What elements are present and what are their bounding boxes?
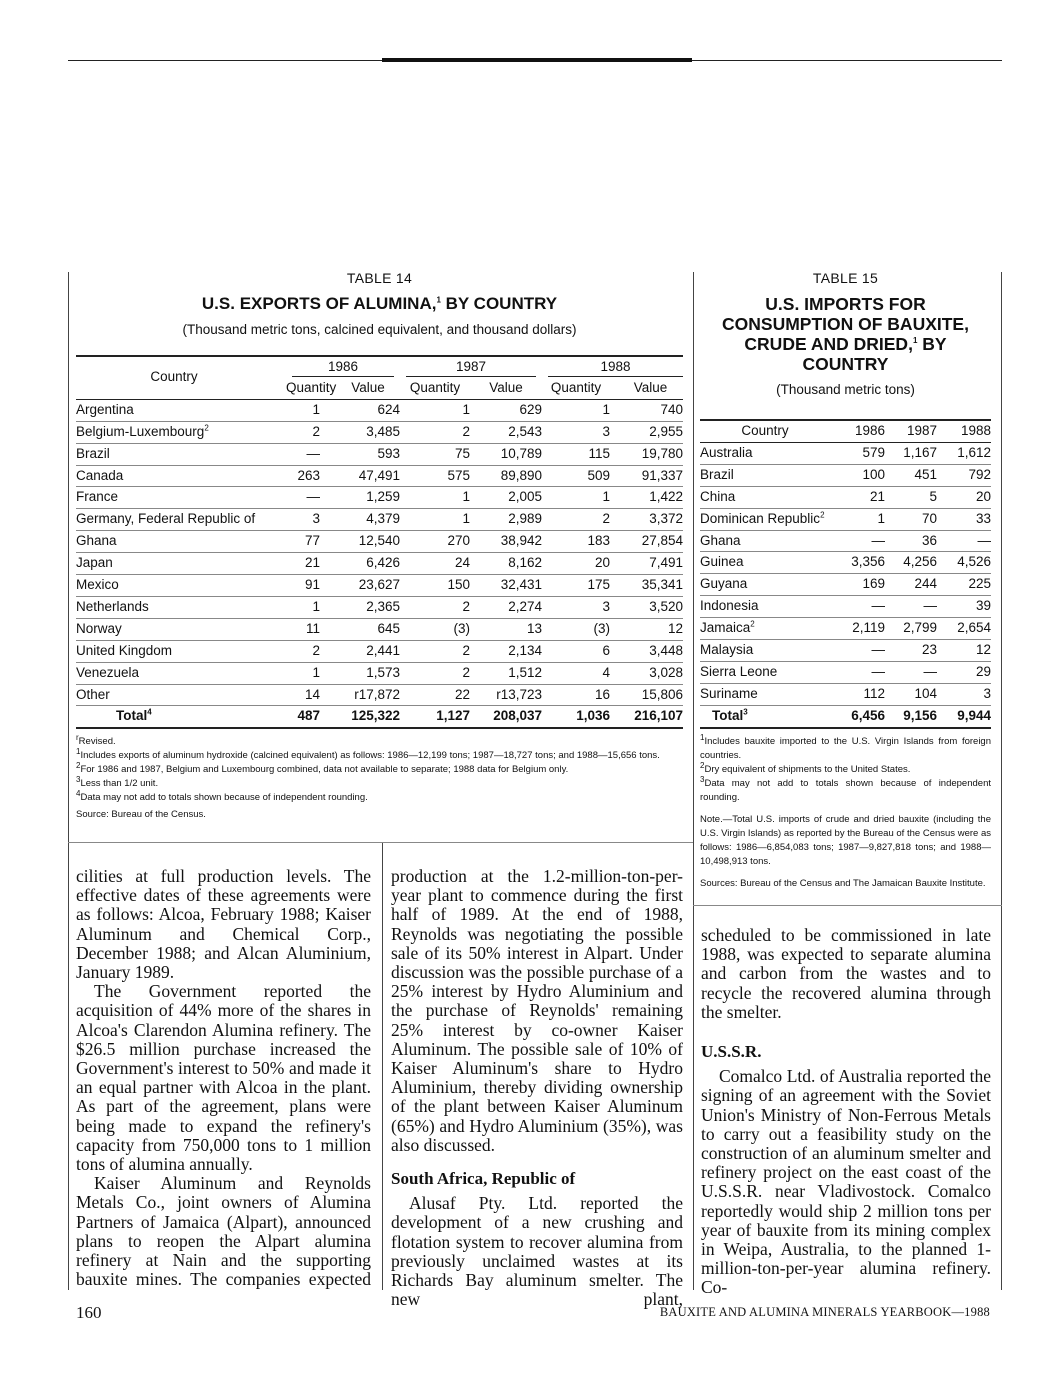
table15-footnote: $^1$Includes bauxite imported to the U.S. Virgin Islands from foreign countries. (700, 732, 991, 761)
country-name: Mexico (76, 577, 119, 593)
table15-cell-y87: 104 (885, 683, 937, 705)
table14-cell-q86: 263 (272, 465, 320, 487)
footnote-text: Data may not add to totals shown because of independent rounding. (700, 777, 991, 803)
table14-cell-q87: 24 (400, 553, 470, 575)
country-name: Dominican Republic (700, 510, 821, 526)
table15-cell-y87: 1,167 (885, 442, 937, 464)
table15-cell-y88: 39 (937, 596, 991, 618)
table15-total-y88: 9,944 (937, 705, 991, 727)
table14-cell-v87: 629 (470, 399, 542, 421)
table15-footnotes (700, 732, 991, 891)
paragraph: scheduled to be commissioned in late 1988, was expected to separate alumina and carbon from the wastes and to recycle the recovered alumina through the smelter. (701, 925, 991, 1022)
table15-row (700, 661, 991, 683)
table14-title-sup: 1 (436, 295, 441, 305)
table14-cell-q86: 11 (272, 618, 320, 640)
table14-cell-q86: 1 (272, 399, 320, 421)
country-name: Brazil (76, 445, 110, 461)
table15-caption: TABLE 15 (812, 270, 879, 286)
table14-cell-v88: 7,491 (610, 553, 683, 575)
table14-cell-v87: 8,162 (470, 553, 542, 575)
table14-cell-v86: 4,379 (320, 509, 400, 531)
table14-cell-q88: 509 (542, 465, 610, 487)
table14-cell-q86: 14 (272, 684, 320, 706)
table14-country (76, 575, 272, 597)
table14-cell-v88: 19,780 (610, 443, 683, 465)
body-column-1 (76, 867, 371, 1289)
table15-footnote: $^3$Data may not add to totals shown because of independent rounding. (700, 774, 991, 803)
table14-caption: TABLE 14 (346, 270, 413, 286)
table15-row (700, 530, 991, 552)
table15-cell-y88: 1,612 (937, 442, 991, 464)
table14-cell-q88: 183 (542, 531, 610, 553)
table15-country (700, 661, 830, 683)
table15-cell-y88: 29 (937, 661, 991, 683)
table14-row (76, 509, 683, 531)
footnote-marker: 2 (750, 619, 755, 629)
footnote-text: Dry equivalent of shipments to the United States. (704, 763, 911, 775)
country-name: Belgium-Luxembourg (76, 423, 205, 439)
table14-year-1987: 1987 (406, 357, 536, 377)
table14-year-1986: 1986 (292, 357, 394, 377)
table14-cell-q86: 1 (272, 596, 320, 618)
table14-cell-v88: 27,854 (610, 531, 683, 553)
table14-total-label (76, 706, 272, 728)
table14-grid (76, 357, 683, 729)
section-heading: U.S.S.R. (701, 1042, 762, 1062)
table14-total-v86: 125,322 (320, 706, 400, 728)
country-name: Other (76, 686, 110, 702)
table15-cell-y88: 3 (937, 683, 991, 705)
section-rule (693, 905, 1002, 906)
table15-total-label (700, 705, 830, 727)
country-name: Ghana (700, 532, 741, 548)
table14-subtitle: (Thousand metric tons, calcined equivalent, and thousand dollars) (182, 322, 577, 337)
table14-row (76, 421, 683, 443)
table15-cell-y87: 23 (885, 640, 937, 662)
column-divider (1001, 272, 1002, 1290)
footnote-text: Includes exports of aluminum hydroxide (calcined equivalent) as follows: 1986—12,199 tons; 1987—18,727 tons; and 1988—15,656 tons. (80, 750, 660, 762)
table14-footnotes (76, 735, 683, 822)
table15-cell-y87: 70 (885, 508, 937, 530)
table14-country (76, 684, 272, 706)
table15-cell-y87: — (885, 596, 937, 618)
table14-header-value: Value (633, 379, 668, 395)
table14-row (76, 662, 683, 684)
table14 (76, 270, 683, 822)
table15-row (700, 683, 991, 705)
table14-cell-q86: 2 (272, 421, 320, 443)
table14-header-quantity: Quantity (286, 379, 337, 395)
table14-cell-v86: r17,872 (320, 684, 400, 706)
table15-title-line: CONSUMPTION OF BAUXITE, (722, 314, 969, 334)
table15-header-country: Country (741, 423, 789, 438)
country-name: Ghana (76, 533, 117, 549)
table14-cell-v87: r13,723 (470, 684, 542, 706)
table15-subtitle: (Thousand metric tons) (776, 382, 915, 397)
table15-cell-y87: 36 (885, 530, 937, 552)
table15-cell-y86: 1 (830, 508, 885, 530)
footnote-text: Less than 1/2 unit. (80, 778, 159, 790)
table14-cell-v86: 23,627 (320, 575, 400, 597)
table14-cell-q88: 2 (542, 509, 610, 531)
table15-grid (700, 421, 991, 729)
table14-cell-v88: 15,806 (610, 684, 683, 706)
table15-cell-y88: 792 (937, 464, 991, 486)
table15-cell-y86: — (830, 640, 885, 662)
table15-country (700, 596, 830, 618)
table14-footnote: $^4$Data may not add to totals shown because of independent rounding. (76, 789, 368, 804)
table15-note: Note.—Total U.S. imports of crude and dried bauxite (including the U.S. Virgin Islands) as reported by the Bureau of the Census were as follows: 1986—6,854,083 tons; 1987—9,827,818 tons; and 1988—10,498,913 tons. (700, 813, 991, 867)
table14-cell-v87: 13 (470, 618, 542, 640)
table14-cell-q86: 77 (272, 531, 320, 553)
table14-country (76, 421, 272, 443)
table14-row (76, 531, 683, 553)
table14-cell-q87: 2 (400, 640, 470, 662)
table14-total-v88: 216,107 (610, 706, 683, 728)
country-name: Netherlands (76, 598, 149, 614)
table15-cell-y88: — (937, 530, 991, 552)
table15-cell-y87: 4,256 (885, 552, 937, 574)
table14-footnote: $^r$Revised. (76, 733, 116, 748)
table15-cell-y86: — (830, 661, 885, 683)
table15-country (700, 508, 830, 530)
table15-total-y87: 9,156 (885, 705, 937, 727)
country-name: Sierra Leone (700, 663, 778, 679)
table15-row (700, 596, 991, 618)
table14-year-1988: 1988 (548, 357, 683, 377)
table14-cell-v87: 2,134 (470, 640, 542, 662)
table14-cell-v86: 2,365 (320, 596, 400, 618)
table15-row (700, 464, 991, 486)
country-name: Norway (76, 620, 122, 636)
table14-country (76, 509, 272, 531)
table15-country (700, 530, 830, 552)
table14-footnote: $^3$Less than 1/2 unit. (76, 775, 159, 790)
country-name: Brazil (700, 466, 734, 482)
table15-cell-y86: 169 (830, 574, 885, 596)
table15-country (700, 442, 830, 464)
table15-title-part: BY (917, 334, 947, 354)
table14-cell-q87: 75 (400, 443, 470, 465)
paragraph: Kaiser Aluminum and Reynolds Metals Co., joint owners of Alumina Partners of Jamaica (Alpart), announced plans to reopen the Alpart alumina refinery at Nain and the supporting bauxite mines. The companies expected (76, 1173, 371, 1290)
table14-cell-v87: 38,942 (470, 531, 542, 553)
table15-cell-y88: 225 (937, 574, 991, 596)
table14-cell-q86: — (272, 487, 320, 509)
table15-title-sup: 1 (912, 336, 918, 346)
table14-country (76, 640, 272, 662)
table15-header-1986: 1986 (854, 423, 885, 438)
table14-cell-q86: 91 (272, 575, 320, 597)
table14-header-value: Value (489, 379, 523, 395)
table14-cell-q86: 2 (272, 640, 320, 662)
country-name: Australia (700, 444, 753, 460)
table15-row (700, 640, 991, 662)
footnote-text: For 1986 and 1987, Belgium and Luxembourg combined, data not available to separate; 1988 data for Belgium only. (80, 764, 569, 776)
table14-cell-q88: 4 (542, 662, 610, 684)
table14-cell-q87: (3) (400, 618, 470, 640)
total-label: Total (116, 708, 148, 724)
table14-cell-v88: 3,520 (610, 596, 683, 618)
table14-cell-q88: 175 (542, 575, 610, 597)
footnote-marker: 2 (204, 423, 209, 433)
table15 (700, 270, 991, 891)
table14-row (76, 596, 683, 618)
table14-cell-v88: 3,028 (610, 662, 683, 684)
table15-header-1988: 1988 (960, 423, 991, 438)
country-name: France (76, 489, 119, 505)
table14-country (76, 443, 272, 465)
table15-country (700, 486, 830, 508)
table15-cell-y86: 21 (830, 486, 885, 508)
table14-cell-v87: 1,512 (470, 662, 542, 684)
table15-row (700, 574, 991, 596)
table14-row (76, 399, 683, 421)
table14-country (76, 531, 272, 553)
table15-cell-y88: 20 (937, 486, 991, 508)
table14-header-quantity: Quantity (409, 379, 461, 395)
table14-row (76, 640, 683, 662)
table14-country (76, 465, 272, 487)
country-name: Venezuela (76, 664, 140, 680)
table15-row (700, 486, 991, 508)
table15-title-line: COUNTRY (802, 354, 889, 374)
footnote-marker: 3 (743, 707, 748, 717)
table15-header-1987: 1987 (906, 423, 937, 438)
table14-cell-q87: 1 (400, 399, 470, 421)
table14-footnote: $^1$Includes exports of aluminum hydroxide (calcined equivalent) as follows: 1986—12,199 tons; 1987—18,727 tons; and 1988—15,656 tons. (76, 747, 660, 762)
table14-country (76, 596, 272, 618)
table15-total-row (700, 705, 991, 727)
footnote-text: Revised. (78, 736, 116, 748)
table14-cell-q88: 1 (542, 487, 610, 509)
table14-cell-q88: 115 (542, 443, 610, 465)
table14-cell-q87: 575 (400, 465, 470, 487)
table14-total-q88: 1,036 (542, 706, 610, 728)
table14-cell-q87: 1 (400, 487, 470, 509)
table14-row (76, 487, 683, 509)
section-heading: South Africa, Republic of (391, 1169, 576, 1189)
table14-cell-v88: 3,448 (610, 640, 683, 662)
table14-cell-q86: — (272, 443, 320, 465)
table14-country (76, 487, 272, 509)
table15-title (700, 294, 991, 374)
table14-cell-q87: 150 (400, 575, 470, 597)
table14-header-quantity: Quantity (550, 379, 602, 395)
table14-cell-v87: 2,274 (470, 596, 542, 618)
table15-cell-y88: 2,654 (937, 618, 991, 640)
table15-country (700, 464, 830, 486)
table14-header-country: Country (76, 357, 272, 399)
country-name: Jamaica (700, 620, 751, 636)
table14-row (76, 618, 683, 640)
table14-total-row (76, 706, 683, 728)
table14-country (76, 553, 272, 575)
table14-cell-v86: 6,426 (320, 553, 400, 575)
table15-country (700, 640, 830, 662)
table14-cell-v86: 624 (320, 399, 400, 421)
column-divider (382, 842, 383, 1290)
table14-cell-v88: 12 (610, 618, 683, 640)
table15-total-y86: 6,456 (830, 705, 885, 727)
footnote-text: Data may not add to totals shown because of independent rounding. (80, 792, 368, 804)
table15-country (700, 683, 830, 705)
table14-cell-q86: 21 (272, 553, 320, 575)
table14-total-v87: 208,037 (470, 706, 542, 728)
running-title: BAUXITE AND ALUMINA MINERALS YEARBOOK—1988 (659, 1305, 990, 1319)
table14-title-main: U.S. EXPORTS OF ALUMINA, (201, 294, 437, 313)
table15-cell-y86: 579 (830, 442, 885, 464)
table15-title-line (700, 334, 991, 354)
table15-country (700, 618, 830, 640)
table14-cell-v86: 1,259 (320, 487, 400, 509)
table14-cell-v86: 3,485 (320, 421, 400, 443)
table14-header-value: Value (351, 379, 385, 395)
table14-title (76, 294, 683, 314)
table15-title-part: CRUDE AND DRIED, (744, 334, 913, 354)
table14-cell-q88: 3 (542, 596, 610, 618)
table14-cell-q88: (3) (542, 618, 610, 640)
table14-cell-q88: 3 (542, 421, 610, 443)
table15-cell-y88: 4,526 (937, 552, 991, 574)
table14-cell-v86: 1,573 (320, 662, 400, 684)
table15-footnote: $^2$Dry equivalent of shipments to the United States. (700, 760, 911, 775)
country-name: Germany, Federal Republic of (76, 511, 256, 527)
table14-row (76, 684, 683, 706)
table15-cell-y86: 100 (830, 464, 885, 486)
table14-cell-v87: 2,005 (470, 487, 542, 509)
table14-total-q87: 1,127 (400, 706, 470, 728)
table15-cell-y86: — (830, 530, 885, 552)
column-divider (68, 272, 69, 1290)
table14-total-q86: 487 (272, 706, 320, 728)
country-name: Guyana (700, 576, 748, 592)
table14-cell-v86: 593 (320, 443, 400, 465)
table14-cell-q87: 2 (400, 421, 470, 443)
table15-cell-y86: 112 (830, 683, 885, 705)
paragraph: The Government reported the acquisition of 44% more of the shares in Alcoa's Clarendon Alumina refinery. The $26.5 million purchase increased the Government's interest to 50% and made it an equal partner with Alcoa in the plant. As part of the agreement, plans were being made to expand the refinery's capacity from 750,000 tons to 1 million tons of alumina annually. (76, 981, 371, 1175)
table14-cell-v87: 89,890 (470, 465, 542, 487)
table14-cell-q88: 16 (542, 684, 610, 706)
body-column-3 (701, 926, 991, 1298)
table14-cell-v88: 2,955 (610, 421, 683, 443)
country-name: Argentina (76, 401, 134, 417)
table15-title-line: U.S. IMPORTS FOR (765, 294, 926, 314)
table14-cell-q87: 1 (400, 509, 470, 531)
table14-cell-q88: 6 (542, 640, 610, 662)
table14-cell-q88: 1 (542, 399, 610, 421)
table14-country (76, 399, 272, 421)
table14-source: Source: Bureau of the Census. (76, 809, 206, 821)
table14-cell-v87: 2,543 (470, 421, 542, 443)
table14-cell-v88: 35,341 (610, 575, 683, 597)
table15-cell-y87: 2,799 (885, 618, 937, 640)
table15-sources: Sources: Bureau of the Census and The Jamaican Bauxite Institute. (700, 877, 986, 889)
table14-title-end: BY COUNTRY (440, 294, 558, 313)
table14-cell-v88: 91,337 (610, 465, 683, 487)
page-number: 160 (76, 1303, 102, 1322)
table14-cell-v88: 1,422 (610, 487, 683, 509)
table15-cell-y87: — (885, 661, 937, 683)
table14-cell-v86: 2,441 (320, 640, 400, 662)
body-column-2 (391, 867, 683, 1309)
table14-cell-v87: 10,789 (470, 443, 542, 465)
table14-country (76, 662, 272, 684)
section-rule (68, 842, 693, 843)
table14-cell-v86: 645 (320, 618, 400, 640)
country-name: United Kingdom (76, 642, 173, 658)
table15-cell-y86: — (830, 596, 885, 618)
table14-cell-v88: 740 (610, 399, 683, 421)
top-rule-heavy (382, 58, 692, 62)
table14-cell-v87: 2,989 (470, 509, 542, 531)
footnote-marker: 4 (147, 707, 152, 717)
table15-cell-y86: 3,356 (830, 552, 885, 574)
table14-row (76, 575, 683, 597)
paragraph: Comalco Ltd. of Australia reported the signing of an agreement with the Soviet Union's Ministry of Non-Ferrous Metals to carry out a feasibility study on the construction of an aluminum smelter and refinery project on the east coast of the U.S.S.R. near Vladivostock. Comalco reportedly would ship 2 million tons per year of bauxite from its mining complex in Weipa, Australia, to the planned 1-million-ton-per-year alumina refinery. Co- (701, 1066, 991, 1298)
table14-cell-q87: 22 (400, 684, 470, 706)
table14-cell-v88: 3,372 (610, 509, 683, 531)
country-name: China (700, 488, 736, 504)
table14-cell-q88: 20 (542, 553, 610, 575)
table15-row (700, 442, 991, 464)
column-divider (693, 272, 694, 1290)
table15-cell-y87: 244 (885, 574, 937, 596)
table14-cell-q86: 1 (272, 662, 320, 684)
table15-cell-y88: 33 (937, 508, 991, 530)
table15-country (700, 574, 830, 596)
table14-cell-q86: 3 (272, 509, 320, 531)
table14-row (76, 443, 683, 465)
table14-row (76, 465, 683, 487)
table15-cell-y87: 5 (885, 486, 937, 508)
table15-row (700, 618, 991, 640)
country-name: Guinea (700, 554, 744, 570)
table14-footnote: $^2$For 1986 and 1987, Belgium and Luxembourg combined, data not available to separate; 1988 data for Belgium only. (76, 761, 569, 776)
table14-cell-q87: 2 (400, 662, 470, 684)
table14-country (76, 618, 272, 640)
table14-cell-v86: 47,491 (320, 465, 400, 487)
country-name: Canada (76, 467, 124, 483)
table14-cell-v86: 12,540 (320, 531, 400, 553)
table14-cell-v87: 32,431 (470, 575, 542, 597)
table14-cell-q87: 2 (400, 596, 470, 618)
country-name: Malaysia (700, 642, 754, 658)
country-name: Japan (76, 555, 113, 571)
paragraph: production at the 1.2-million-ton-per-year plant to commence during the first half of 1989. At the end of 1988, Reynolds was negotiating the possible sale of its 50% interest in Alpart. Under discussion was the possible purchase of a 25% interest by Hydro Aluminium and the purchase of Reynolds' remaining 25% interest by co-owner Kaiser Aluminum. The possible sale of 10% of Kaiser Aluminum's share to Hydro Aluminium, thereby dividing ownership of the plant between Kaiser Aluminum (65%) and Hydro Aluminium (35%), was also discussed. (391, 866, 683, 1155)
table15-country (700, 552, 830, 574)
footnote-marker: 2 (820, 510, 825, 520)
country-name: Suriname (700, 685, 758, 701)
table15-cell-y87: 451 (885, 464, 937, 486)
footnote-text: Includes bauxite imported to the U.S. Virgin Islands from foreign countries. (700, 735, 991, 761)
table14-row (76, 553, 683, 575)
table15-row (700, 508, 991, 530)
table15-cell-y86: 2,119 (830, 618, 885, 640)
table15-row (700, 552, 991, 574)
table14-cell-q87: 270 (400, 531, 470, 553)
table15-cell-y88: 12 (937, 640, 991, 662)
total-label: Total (712, 707, 744, 723)
paragraph: cilities at full production levels. The effective dates of these agreements were as follows: Alcoa, February 1988; Kaiser Aluminum and Chemical Corp., December 1988; and Alcan Aluminium, January 1989. (76, 866, 371, 983)
paragraph: Alusaf Pty. Ltd. reported the development of a new crushing and flotation system to recover alumina from previously unclaimed wastes at its Richards Bay aluminum smelter. The new plant, (391, 1193, 683, 1310)
country-name: Indonesia (700, 598, 759, 614)
